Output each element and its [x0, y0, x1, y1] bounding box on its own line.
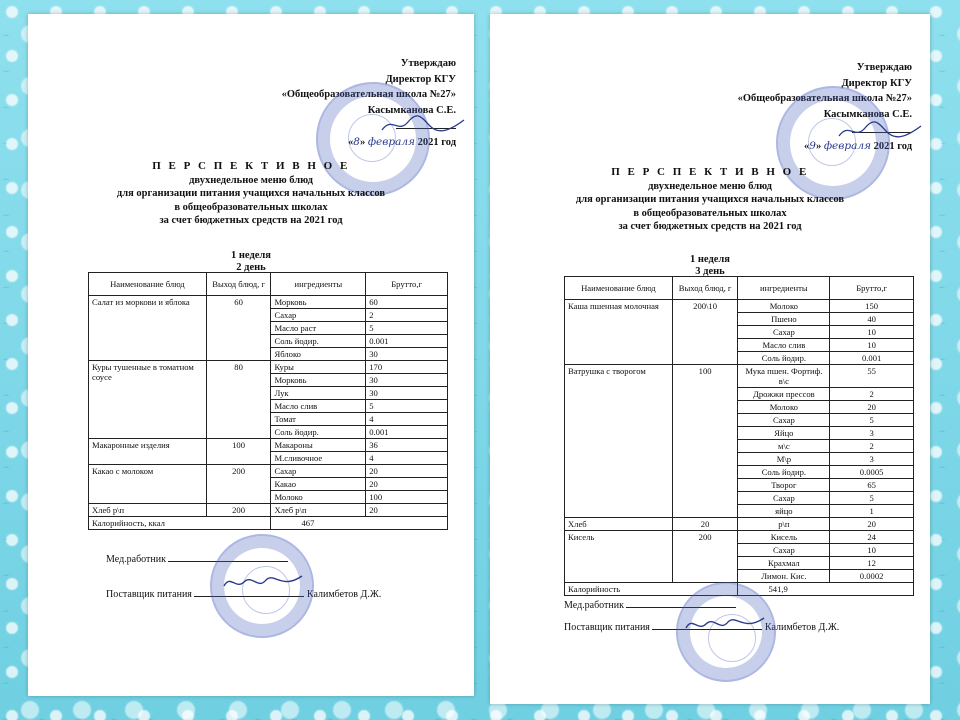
week-day-label: 1 неделя 2 день [231, 250, 271, 273]
ingredient-cell: Лимон. Кис. [738, 570, 830, 583]
gross-weight-cell: 10 [830, 326, 914, 339]
week-day-label: 1 неделя 3 день [690, 254, 730, 277]
gross-weight-cell: 30 [366, 348, 448, 361]
med-worker-line: Мед.работник [106, 552, 288, 565]
ingredient-cell: Соль йодир. [738, 466, 830, 479]
dish-output-cell: 100 [206, 439, 271, 465]
menu-table [564, 276, 914, 596]
ingredient-cell: м\с [738, 440, 830, 453]
approval-line: Утверждаю [856, 62, 912, 73]
ingredient-cell: Морковь [271, 296, 366, 309]
gross-weight-cell: 30 [366, 374, 448, 387]
dish-output-cell: 200\10 [672, 300, 738, 365]
gross-weight-cell: 0.0005 [830, 466, 914, 479]
ingredient-cell: Соль йодир. [271, 426, 366, 439]
gross-weight-cell: 4 [366, 413, 448, 426]
approval-block [738, 60, 912, 154]
signature-line [852, 122, 912, 133]
dish-name-cell: Ватрушка с творогом [565, 365, 673, 518]
table-row [565, 518, 914, 531]
ingredient-cell: Мука пшен. Фортиф. в\с [738, 365, 830, 388]
gross-weight-cell: 20 [366, 504, 448, 517]
gross-weight-cell: 65 [830, 479, 914, 492]
approval-line: Директор КГУ [385, 73, 456, 85]
gross-weight-cell: 5 [830, 414, 914, 427]
ingredient-cell: М\р [738, 453, 830, 466]
ingredient-cell: Сахар [271, 465, 366, 478]
gross-weight-cell: 150 [830, 300, 914, 313]
dish-name-cell: Макаронные изделия [89, 439, 207, 465]
menu-page-day-2 [28, 14, 474, 696]
gross-weight-cell: 4 [366, 452, 448, 465]
gross-weight-cell: 12 [830, 557, 914, 570]
calorie-label: Калорийность, ккал [89, 517, 271, 530]
ingredient-cell: Макароны [271, 439, 366, 452]
ingredient-cell: Кисель [738, 531, 830, 544]
column-header: ингредиенты [271, 273, 366, 296]
ingredient-cell: Крахмал [738, 557, 830, 570]
gross-weight-cell: 20 [366, 478, 448, 491]
ingredient-cell: Творог [738, 479, 830, 492]
gross-weight-cell: 0.001 [366, 335, 448, 348]
gross-weight-cell: 170 [366, 361, 448, 374]
signature-line [396, 118, 456, 129]
ingredient-cell: Дрожжи прессов [738, 388, 830, 401]
gross-weight-cell: 36 [366, 439, 448, 452]
table-row [565, 365, 914, 388]
table-row [565, 300, 914, 313]
gross-weight-cell: 0.001 [366, 426, 448, 439]
approval-line: Утверждаю [400, 58, 456, 69]
ingredient-cell: Морковь [271, 374, 366, 387]
calorie-label: Калорийность [565, 583, 738, 596]
dish-output-cell: 60 [206, 296, 271, 361]
ingredient-cell: Яйцо [738, 427, 830, 440]
calorie-value: 467 [271, 517, 448, 530]
title-block: П Е Р С П Е К Т И В Н О Е двухнедельное меню блюд для организации питания учащихся начальных классов в общеобразовательных школах за счет бюджетных средств на 2021 год [116, 160, 386, 226]
dish-name-cell: Каша пшенная молочная [565, 300, 673, 365]
dish-name-cell: Кисель [565, 531, 673, 583]
gross-weight-cell: 3 [830, 453, 914, 466]
dish-output-cell: 80 [206, 361, 271, 439]
gross-weight-cell: 40 [830, 313, 914, 326]
approval-line: «Общеобразовательная школа №27» [737, 93, 912, 104]
calorie-row [565, 583, 914, 596]
approval-director-name: Касымканова С.Е. [367, 104, 456, 116]
ingredient-cell: Хлеб р\п [271, 504, 366, 517]
ingredient-cell: Сахар [738, 492, 830, 505]
ingredient-cell: Молоко [271, 491, 366, 504]
med-worker-line: Мед.работник [564, 598, 736, 611]
column-header: Выход блюд, г [672, 277, 738, 300]
ingredient-cell: Соль йодир. [271, 335, 366, 348]
ingredient-cell: Лук [271, 387, 366, 400]
ingredient-cell: Томат [271, 413, 366, 426]
gross-weight-cell: 20 [830, 518, 914, 531]
menu-page-day-3 [490, 14, 930, 704]
dish-name-cell: Хлеб [565, 518, 673, 531]
table-header-row [565, 277, 914, 300]
ingredient-cell: Масло слив [738, 339, 830, 352]
column-header: Наименование блюд [565, 277, 673, 300]
gross-weight-cell: 20 [830, 401, 914, 414]
ingredient-cell: Масло раст [271, 322, 366, 335]
ingredient-cell: Сахар [738, 414, 830, 427]
table-row [89, 465, 448, 478]
gross-weight-cell: 20 [366, 465, 448, 478]
supplier-line: Поставщик питания Калимбетов Д.Ж. [106, 589, 382, 600]
calorie-value: 541,9 [738, 583, 914, 596]
menu-table [88, 272, 448, 530]
ingredient-cell: Пшено [738, 313, 830, 326]
calorie-row [89, 517, 448, 530]
supplier-line: Поставщик питания Калимбетов Д.Ж. [564, 622, 840, 633]
ingredient-cell: Яблоко [271, 348, 366, 361]
gross-weight-cell: 0.001 [830, 352, 914, 365]
dish-name-cell: Хлеб р\п [89, 504, 207, 517]
gross-weight-cell: 10 [830, 544, 914, 557]
column-header: Брутто,г [366, 273, 448, 296]
ingredient-cell: Молоко [738, 401, 830, 414]
ingredient-cell: Сахар [271, 309, 366, 322]
gross-weight-cell: 2 [366, 309, 448, 322]
ingredient-cell: Какао [271, 478, 366, 491]
column-header: Выход блюд, г [206, 273, 271, 296]
column-header: Брутто,г [830, 277, 914, 300]
dish-name-cell: Какао с молоком [89, 465, 207, 504]
approval-date: «9» февраля 2021 год [804, 139, 912, 152]
dish-output-cell: 200 [206, 465, 271, 504]
approval-line: Директор КГУ [841, 77, 912, 89]
dish-output-cell: 200 [672, 531, 738, 583]
table-header-row [89, 273, 448, 296]
ingredient-cell: р\п [738, 518, 830, 531]
gross-weight-cell: 2 [830, 440, 914, 453]
ingredient-cell: Сахар [738, 326, 830, 339]
title-block: П Е Р С П Е К Т И В Н О Е двухнедельное меню блюд для организации питания учащихся начальных классов в общеобразовательных школах за счет бюджетных средств на 2021 год [575, 166, 845, 232]
ingredient-cell: Сахар [738, 544, 830, 557]
dish-output-cell: 20 [672, 518, 738, 531]
gross-weight-cell: 24 [830, 531, 914, 544]
approval-block [282, 56, 456, 150]
gross-weight-cell: 5 [366, 322, 448, 335]
approval-director-name: Касымканова С.Е. [823, 108, 912, 120]
column-header: ингредиенты [738, 277, 830, 300]
table-row [89, 439, 448, 452]
gross-weight-cell: 5 [830, 492, 914, 505]
ingredient-cell: яйцо [738, 505, 830, 518]
gross-weight-cell: 1 [830, 505, 914, 518]
table-row [89, 361, 448, 374]
seal-stamp [210, 534, 314, 638]
column-header: Наименование блюд [89, 273, 207, 296]
table-row [89, 504, 448, 517]
dish-name-cell: Куры тушенные в томатном соусе [89, 361, 207, 439]
gross-weight-cell: 3 [830, 427, 914, 440]
table-row [89, 296, 448, 309]
dish-name-cell: Салат из моркови и яблока [89, 296, 207, 361]
gross-weight-cell: 2 [830, 388, 914, 401]
gross-weight-cell: 10 [830, 339, 914, 352]
approval-line: «Общеобразовательная школа №27» [281, 89, 456, 100]
gross-weight-cell: 0.0002 [830, 570, 914, 583]
gross-weight-cell: 60 [366, 296, 448, 309]
dish-output-cell: 200 [206, 504, 271, 517]
gross-weight-cell: 5 [366, 400, 448, 413]
gross-weight-cell: 100 [366, 491, 448, 504]
ingredient-cell: М.сливочное [271, 452, 366, 465]
ingredient-cell: Масло слив [271, 400, 366, 413]
ingredient-cell: Куры [271, 361, 366, 374]
ingredient-cell: Молоко [738, 300, 830, 313]
gross-weight-cell: 55 [830, 365, 914, 388]
dish-output-cell: 100 [672, 365, 738, 518]
table-row [565, 531, 914, 544]
gross-weight-cell: 30 [366, 387, 448, 400]
approval-date: «8» февраля 2021 год [348, 135, 456, 148]
ingredient-cell: Соль йодир. [738, 352, 830, 365]
